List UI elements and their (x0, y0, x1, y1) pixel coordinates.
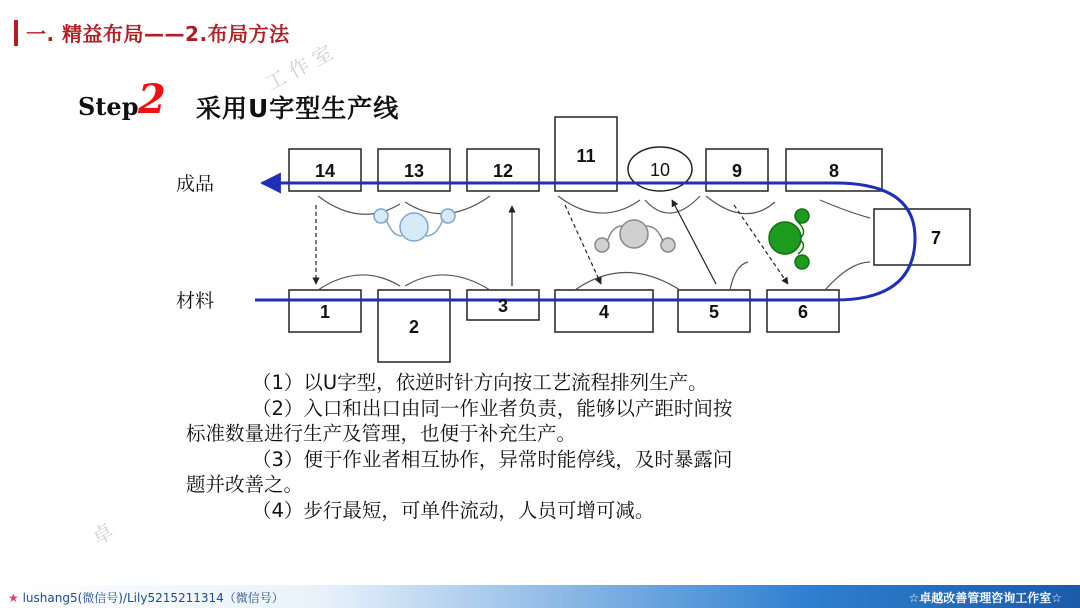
station-12-label: 12 (492, 161, 514, 181)
station-2-label: 2 (408, 317, 420, 337)
station-14-label: 14 (314, 161, 336, 181)
station-4-label: 4 (598, 302, 610, 322)
station-6-label: 6 (797, 302, 809, 322)
worker-2 (595, 220, 675, 252)
station-13-label: 13 (403, 161, 425, 181)
station-9-label: 9 (731, 161, 743, 181)
description-line: 标准数量进行生产及管理，也便于补充生产。 (186, 422, 577, 445)
station-10-label: 10 (649, 160, 671, 180)
description-line: （2）入口和出口由同一作业者负责，能够以产距时间按 (252, 396, 733, 420)
description-line: （1）以U字型，依逆时针方向按工艺流程排列生产。 (252, 371, 708, 394)
watermark: 卓 (88, 518, 118, 550)
station-7-box (874, 209, 970, 265)
station-1-label: 1 (319, 302, 331, 322)
description-block (186, 370, 946, 523)
slide-header-title: 一. 精益布局——2.布局方法 (26, 22, 290, 46)
station-11-label: 11 (576, 146, 596, 166)
footer-studio: ☆卓越改善管理咨询工作室☆ (908, 591, 1062, 605)
station-3-label: 3 (497, 296, 509, 316)
label-finished: 成品 (176, 173, 215, 195)
watermark: 工 作 室 (261, 40, 337, 96)
label-material: 材料 (176, 290, 215, 312)
step-number: 2 (138, 76, 166, 123)
description-line: 题并改善之。 (186, 473, 304, 496)
footer-contact (8, 589, 284, 606)
step-title: 采用U字型生产线 (196, 94, 400, 123)
station-5-label: 5 (708, 302, 720, 322)
station-7-label: 7 (930, 228, 942, 248)
description-line: （3）便于作业者相互协作，异常时能停线，及时暴露问 (252, 447, 733, 471)
station-8-label: 8 (828, 161, 840, 181)
step-word: Step (78, 92, 139, 121)
worker-1 (374, 209, 455, 241)
star-icon: ★ (8, 591, 23, 605)
worker-3 (769, 209, 809, 269)
u-flow-line (255, 183, 915, 300)
footer-contact-text: lushang5(微信号)/Lily5215211314（微信号） (22, 591, 284, 605)
description-line: （4）步行最短，可单件流动，人员可增可减。 (252, 498, 655, 522)
